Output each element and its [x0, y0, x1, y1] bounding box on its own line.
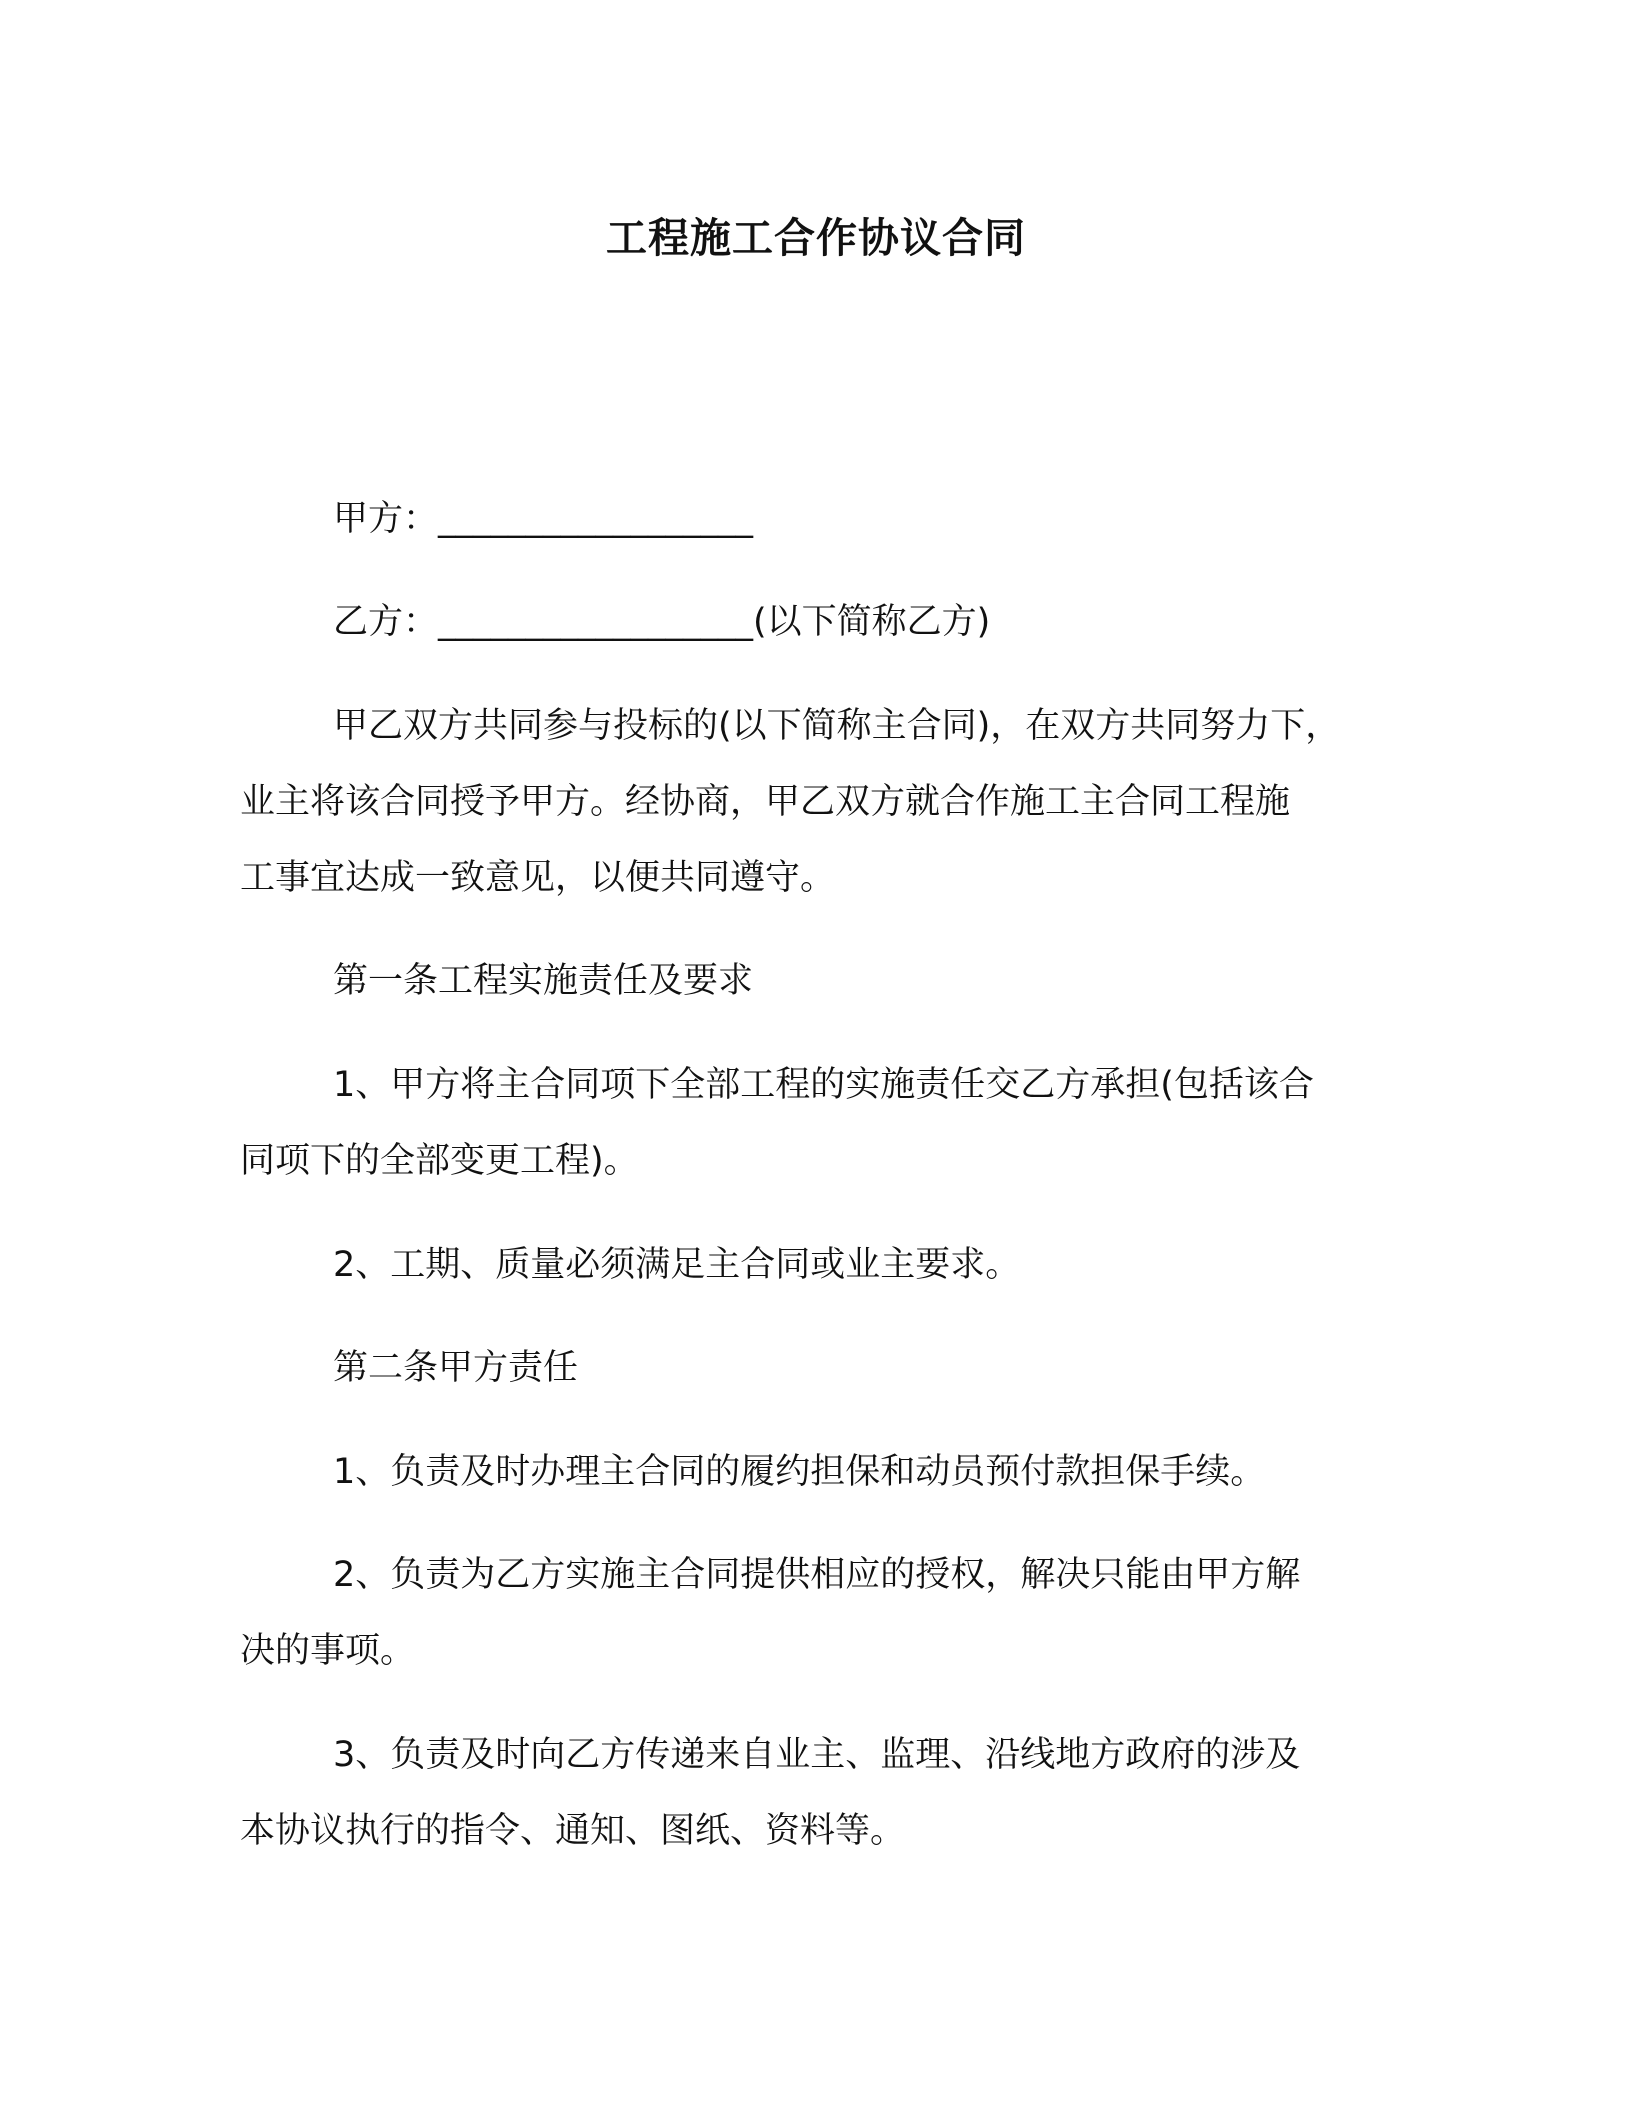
article-1-item-2: 2、工期、质量必须满足主合同或业主要求。: [333, 1245, 1021, 1285]
article-1-item-1-line-1: 1、甲方将主合同项下全部工程的实施责任交乙方承担(包括该合: [333, 1065, 1314, 1105]
article-2-item-2-line-2: 决的事项。: [240, 1631, 416, 1671]
article-2-item-3-line-2: 本协议执行的指令、通知、图纸、资料等。: [240, 1811, 906, 1851]
article-2-item-1: 1、负责及时办理主合同的履约担保和动员预付款担保手续。: [333, 1452, 1266, 1492]
preamble-line-3: 工事宜达成一致意见，以便共同遵守。: [240, 858, 836, 898]
article-2-item-2-line-1: 2、负责为乙方实施主合同提供相应的授权，解决只能由甲方解: [333, 1555, 1301, 1595]
document-title: 工程施工合作协议合同: [606, 214, 1026, 262]
article-1-heading: 第一条工程实施责任及要求: [333, 961, 754, 1001]
article-1-item-1-line-2: 同项下的全部变更工程)。: [240, 1141, 639, 1181]
article-2-item-3-line-1: 3、负责及时向乙方传递来自业主、监理、沿线地方政府的涉及: [333, 1735, 1301, 1775]
article-2-heading: 第二条甲方责任: [333, 1348, 579, 1388]
party-b-line: 乙方：__________________(以下简称乙方): [333, 602, 991, 642]
preamble-line-1: 甲乙双方共同参与投标的(以下简称主合同)，在双方共同努力下，: [333, 706, 1341, 746]
party-a-line: 甲方：__________________: [333, 499, 754, 539]
preamble-line-2: 业主将该合同授予甲方。经协商，甲乙双方就合作施工主合同工程施: [240, 782, 1291, 822]
